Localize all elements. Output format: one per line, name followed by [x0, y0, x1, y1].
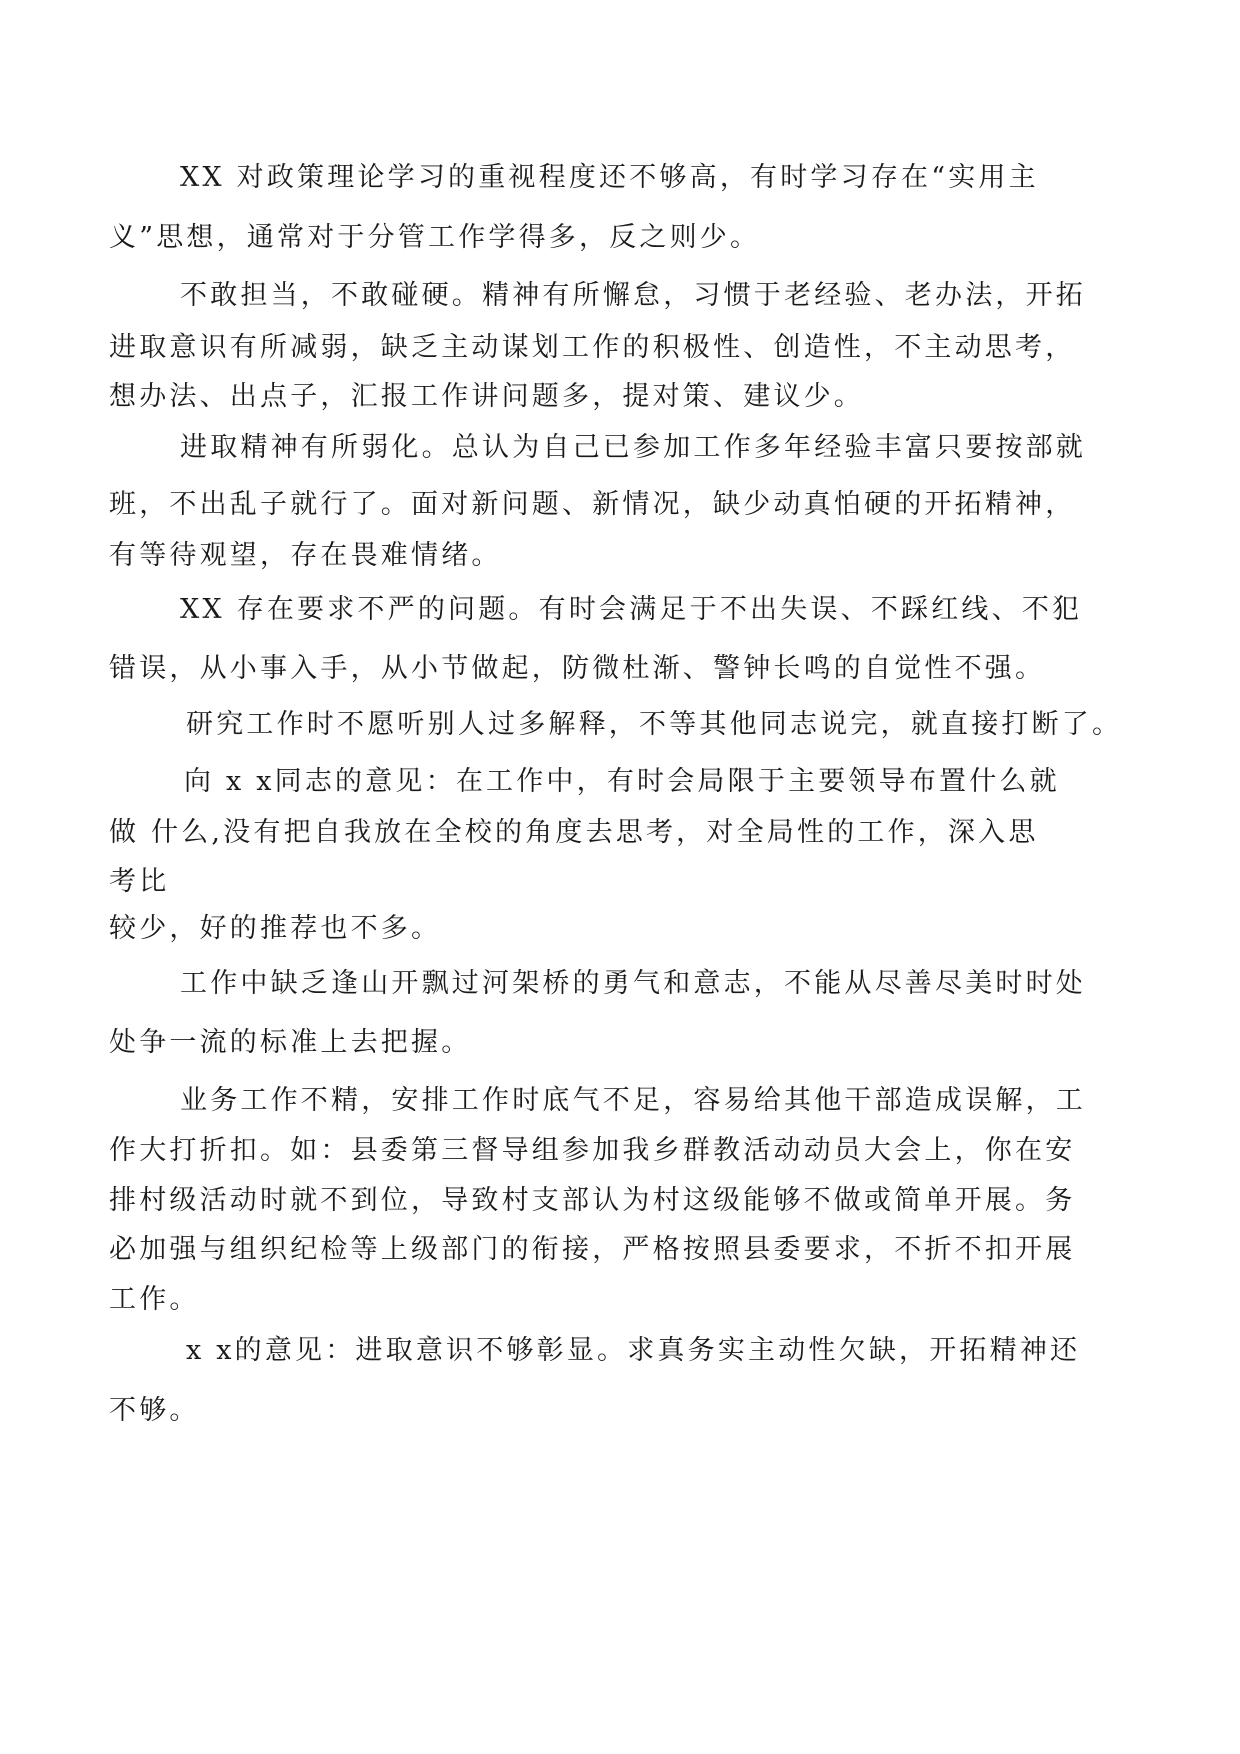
text-line: 排村级活动时就不到位，导致村支部认为村这级能够不做或简单开展。务 [109, 1185, 1076, 1216]
text-line: 义”思想，通常对于分管工作学得多，反之则少。 [109, 222, 761, 253]
text-line: 进取意识有所减弱，缺乏主动谋划工作的积极性、创造性，不主动思考， [109, 332, 1076, 363]
text-line: x x的意见：进取意识不够彰显。求真务实主动性欠缺，开拓精神还 [186, 1335, 1081, 1366]
text-line: 向 x x同志的意见：在工作中，有时会局限于主要领导布置什么就 [184, 766, 1060, 797]
text-line: 有等待观望，存在畏难情绪。 [109, 540, 502, 571]
text-line: 班，不出乱子就行了。面对新问题、新情况，缺少动真怕硬的开拓精神， [109, 489, 1076, 520]
text-line: 不敢担当，不敢碰硬。精神有所懈怠，习惯于老经验、老办法，开拓 [180, 280, 1086, 311]
text-line: XX 存在要求不严的问题。有时会满足于不出失误、不踩红线、不犯 [180, 594, 1083, 625]
text-line: 不够。 [109, 1395, 200, 1426]
text-line: 必加强与组织纪检等上级部门的衔接，严格按照县委要求，不折不扣开展 [109, 1234, 1076, 1265]
text-line: 做 什么,没有把自我放在全校的角度去思考，对全局性的工作，深入思 [109, 817, 1039, 848]
text-line: 工作。 [109, 1284, 200, 1315]
text-line: 作大打折扣。如：县委第三督导组参加我乡群教活动动员大会上，你在安 [109, 1135, 1076, 1166]
text-line: 进取精神有所弱化。总认为自己已参加工作多年经验丰富只要按部就 [180, 432, 1086, 463]
text-line: 研究工作时不愿听别人过多解释，不等其他同志说完，就直接打断了。 [186, 709, 1123, 740]
text-line: XX 对政策理论学习的重视程度还不够高，有时学习存在“实用主 [180, 162, 1039, 193]
text-line: 错误，从小事入手，从小节做起，防微杜渐、警钟长鸣的自觉性不强。 [109, 653, 1046, 684]
text-line: 处争一流的标准上去把握。 [109, 1027, 472, 1058]
text-line: 工作中缺乏逢山开飘过河架桥的勇气和意志，不能从尽善尽美时时处 [180, 968, 1086, 999]
text-line: 业务工作不精，安排工作时底气不足，容易给其他干部造成误解，工 [180, 1085, 1086, 1116]
text-line: 较少，好的推荐也不多。 [109, 913, 442, 944]
text-line: 想办法、出点子，汇报工作讲问题多，提对策、建议少。 [109, 381, 864, 412]
text-line: 考比 [109, 866, 170, 897]
